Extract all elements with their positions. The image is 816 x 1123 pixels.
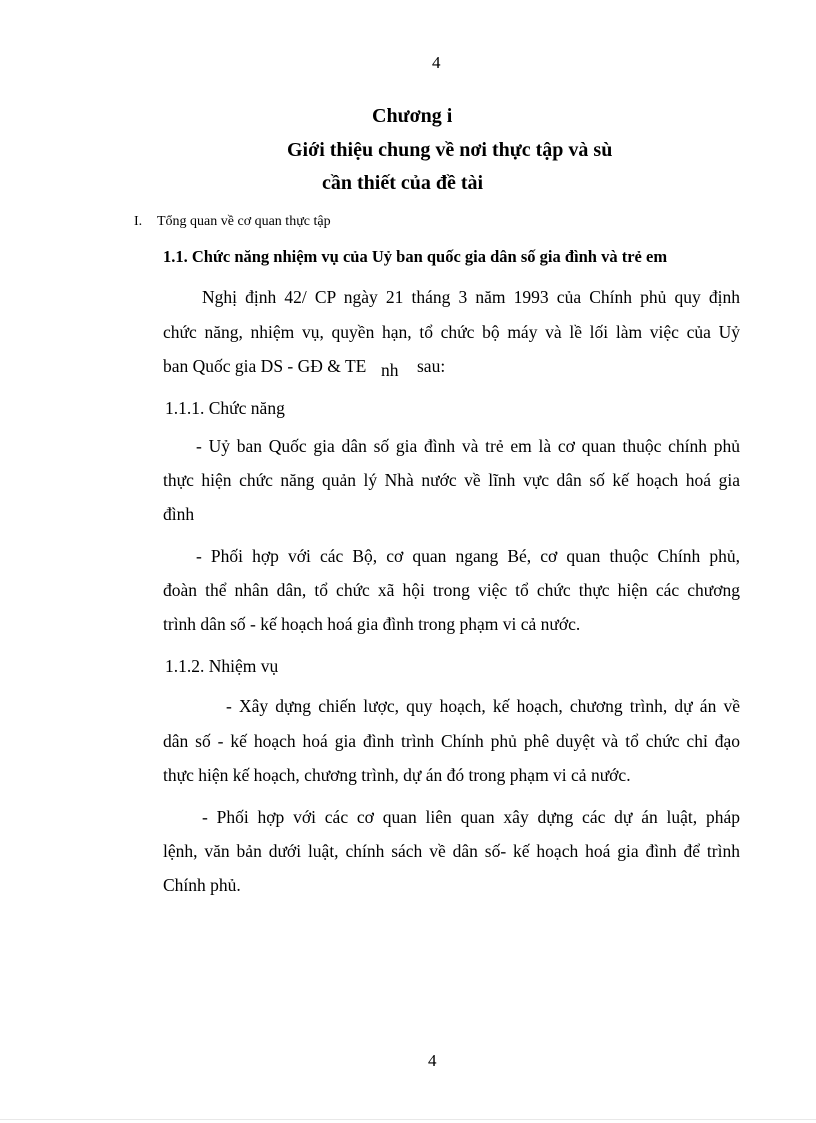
intro-line-2: chức năng, nhiệm vụ, quyền hạn, tổ chức bộ máy và lề lối làm việc của Uỷ xyxy=(163,322,740,342)
functions-p1-line3: đình xyxy=(163,504,195,524)
intro-line-3b: nh xyxy=(381,360,399,380)
section-title: Tổng quan về cơ quan thực tập xyxy=(157,214,331,229)
functions-p1-line1: - Uỷ ban Quốc gia dân số gia đình và trẻ em là cơ quan thuộc chính phủ xyxy=(196,436,740,456)
duties-p2-line3: Chính phủ. xyxy=(163,875,241,895)
duties-heading: 1.1.2. Nhiệm vụ xyxy=(165,656,279,676)
intro-line-3a: ban Quốc gia DS - GĐ & TE xyxy=(163,356,367,376)
duties-p2-line1: - Phối hợp với các cơ quan liên quan xây dựng các dự án luật, pháp xyxy=(202,807,740,827)
functions-p1-line2: thực hiện chức năng quản lý Nhà nước về lĩnh vực dân số kế hoạch hoá gia xyxy=(163,470,740,490)
intro-line-1: Nghị định 42/ CP ngày 21 tháng 3 năm 1993 của Chính phủ quy định xyxy=(202,287,740,307)
functions-p2-line1: - Phối hợp với các Bộ, cơ quan ngang Bé, cơ quan thuộc Chính phủ, xyxy=(196,546,740,566)
subsection-title: 1.1. Chức năng nhiệm vụ của Uỷ ban quốc gia dân số gia đình và trẻ em xyxy=(163,247,668,266)
page-bottom-edge xyxy=(0,1119,816,1120)
page-number-bottom: 4 xyxy=(428,1051,437,1070)
chapter-title-line1: Giới thiệu chung về nơi thực tập và sù xyxy=(287,139,613,161)
functions-p2-line2: đoàn thể nhân dân, tổ chức xã hội trong việc tổ chức thực hiện các chương xyxy=(163,580,740,600)
functions-p2-line3: trình dân số - kế hoạch hoá gia đình trong phạm vi cả nước. xyxy=(163,614,581,634)
intro-line-3c: sau: xyxy=(417,356,446,376)
section-numeral: I. xyxy=(134,214,143,229)
functions-heading: 1.1.1. Chức năng xyxy=(165,398,285,418)
duties-p1-line2: dân số - kế hoạch hoá gia đình trình Chính phủ phê duyệt và tổ chức chỉ đạo xyxy=(163,731,740,751)
duties-p1-line3: thực hiện kế hoạch, chương trình, dự án đó trong phạm vi cả nước. xyxy=(163,765,631,785)
page-number-top: 4 xyxy=(432,53,441,72)
chapter-label: Chương i xyxy=(372,105,453,127)
chapter-title-line2: cần thiết của đề tài xyxy=(322,172,484,194)
duties-p2-line2: lệnh, văn bản dưới luật, chính sách về dân số- kế hoạch hoá gia đình để trình xyxy=(163,841,740,861)
duties-p1-line1: - Xây dựng chiến lược, quy hoạch, kế hoạch, chương trình, dự án về xyxy=(226,696,740,716)
